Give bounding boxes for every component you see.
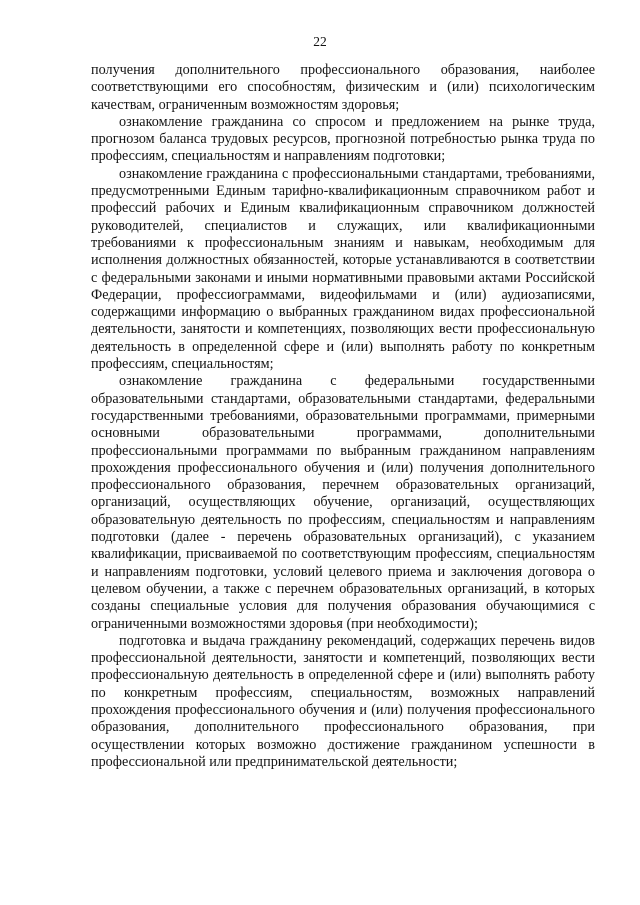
paragraph: ознакомление гражданина со спросом и предложением на рынке труда, прогнозом баланса трудовых ресурсов, прогнозной потребностью рынка труда по профессиям, специальностям и направлениям подготовки; xyxy=(91,113,595,165)
paragraph: получения дополнительного профессионального образования, наиболее соответствующими его способностям, физическим и (или) психологическим качествам, ограниченным возможностям здоровья; xyxy=(91,62,595,113)
paragraph: подготовка и выдача гражданину рекомендаций, содержащих перечень видов профессиональной деятельности, занятости и компетенций, позволяющих вести профессиональную деятельность в определенной сфере и (или) выполнять работу по конкретным профессиям, специальностям, возможных направлений прохождения профессионального обучения и (или) получения профессионального образования, дополнительного профессионального образования, при осуществлении которых возможно достижение гражданином успешности в профессиональной или предпринимательской деятельности; xyxy=(91,632,595,770)
body-text xyxy=(91,62,595,771)
paragraph: ознакомление гражданина с профессиональными стандартами, требованиями, предусмотренными Единым тарифно-квалификационным справочником работ и профессий рабочих и Единым квалификационным справочником должностей руководителей, специалистов и служащих, или квалификационными требованиями к профессиональным знаниям и навыкам, необходимым для исполнения должностных обязанностей, которые устанавливаются в соответствии с федеральными законами и иными нормативными правовыми актами Российской Федерации, профессиограммами, видеофильмами и (или) аудиозаписями, содержащими информацию о выбранных гражданином видах профессиональной деятельности, занятости и компетенциях, позволяющих вести профессиональную деятельность в определенной сфере и (или) выполнять работу по конкретным профессиям, специальностям; xyxy=(91,165,595,373)
paragraph: ознакомление гражданина с федеральными государственными образовательными стандартами, образовательными стандартами, федеральными государственными требованиями, образовательными программами, примерными основными образовательными программами, дополнительными профессиональными программами по выбранным гражданином направлениям прохождения профессионального обучения и (или) получения дополнительного профессионального образования, перечнем образовательных организаций, организаций, осуществляющих обучение, организаций, осуществляющих образовательную деятельность по профессиям, специальностям и направлениям подготовки (далее - перечень образовательных организаций), с указанием квалификации, присваиваемой по соответствующим профессиям, специальностям и направлениям подготовки, условий целевого приема и заключения договора о целевом обучении, а также с перечнем образовательных организаций, в которых созданы специальные условия для получения образования обучающимися с ограниченными возможностями здоровья (при необходимости); xyxy=(91,373,595,632)
page-number: 22 xyxy=(313,34,327,49)
